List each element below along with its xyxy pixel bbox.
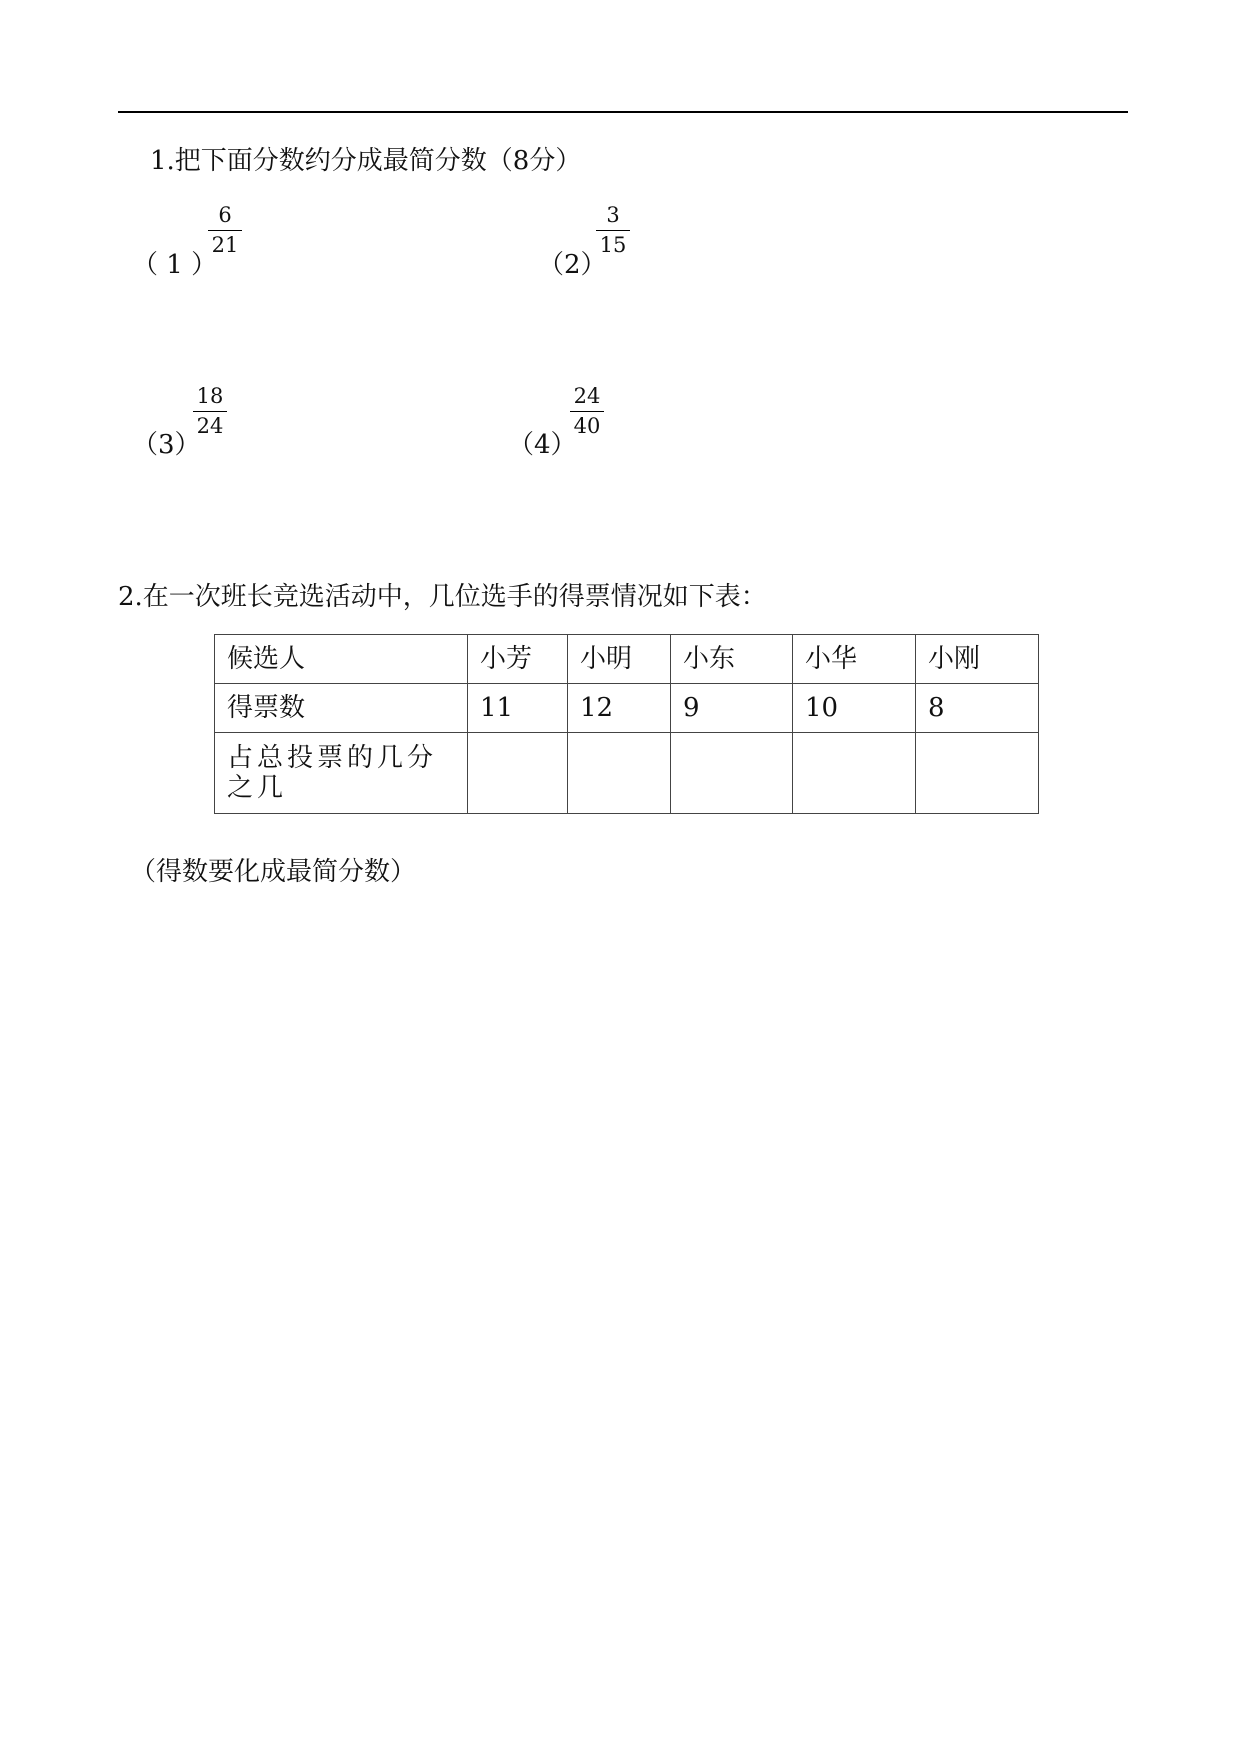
vote-count-cell: 12 — [568, 684, 671, 733]
item-2-fraction — [596, 204, 630, 256]
table-row — [215, 635, 1039, 684]
vote-table — [214, 634, 1039, 814]
item-1-numerator: 6 — [218, 203, 232, 227]
item-3-label: （3） — [132, 430, 201, 460]
answer-note: （得数要化成最简分数） — [130, 857, 417, 887]
table-row — [215, 684, 1039, 733]
item-2-label: （2） — [538, 250, 607, 280]
table-row — [215, 733, 1039, 814]
votes-header-cell: 得票数 — [215, 684, 468, 733]
fraction-bar — [193, 411, 227, 412]
item-4-label: （4） — [508, 430, 577, 460]
question-2-title: 2.在一次班长竞选活动中，几位选手的得票情况如下表： — [118, 582, 767, 612]
vote-count-cell: 9 — [671, 684, 793, 733]
candidate-name-cell: 小明 — [568, 635, 671, 684]
candidate-header-cell: 候选人 — [215, 635, 468, 684]
answer-blank-cell — [916, 733, 1039, 814]
item-4-numerator: 24 — [573, 384, 601, 408]
item-2-numerator: 3 — [606, 203, 620, 227]
item-3-numerator: 18 — [196, 384, 224, 408]
candidate-name-cell: 小华 — [793, 635, 916, 684]
fraction-bar — [570, 411, 604, 412]
question-1-title: 1.把下面分数约分成最简分数（8分） — [150, 146, 582, 176]
vote-count-cell: 10 — [793, 684, 916, 733]
item-4-fraction — [570, 385, 604, 437]
answer-blank-cell — [793, 733, 916, 814]
fraction-header-cell: 占总投票的几分之几 — [215, 733, 468, 814]
item-3-denominator: 24 — [196, 414, 224, 438]
vote-count-cell: 8 — [916, 684, 1039, 733]
vote-count-cell: 11 — [468, 684, 568, 733]
fraction-bar — [596, 230, 630, 231]
candidate-name-cell: 小芳 — [468, 635, 568, 684]
item-1-label: （ 1 ） — [132, 250, 218, 280]
answer-blank-cell — [568, 733, 671, 814]
candidate-name-cell: 小东 — [671, 635, 793, 684]
item-2-denominator: 15 — [599, 233, 627, 257]
candidate-name-cell: 小刚 — [916, 635, 1039, 684]
answer-blank-cell — [671, 733, 793, 814]
item-1-fraction — [208, 204, 242, 256]
answer-blank-cell — [468, 733, 568, 814]
header-rule — [118, 111, 1128, 113]
fraction-bar — [208, 230, 242, 231]
item-1-denominator: 21 — [211, 233, 239, 257]
item-3-fraction — [193, 385, 227, 437]
item-4-denominator: 40 — [573, 414, 601, 438]
